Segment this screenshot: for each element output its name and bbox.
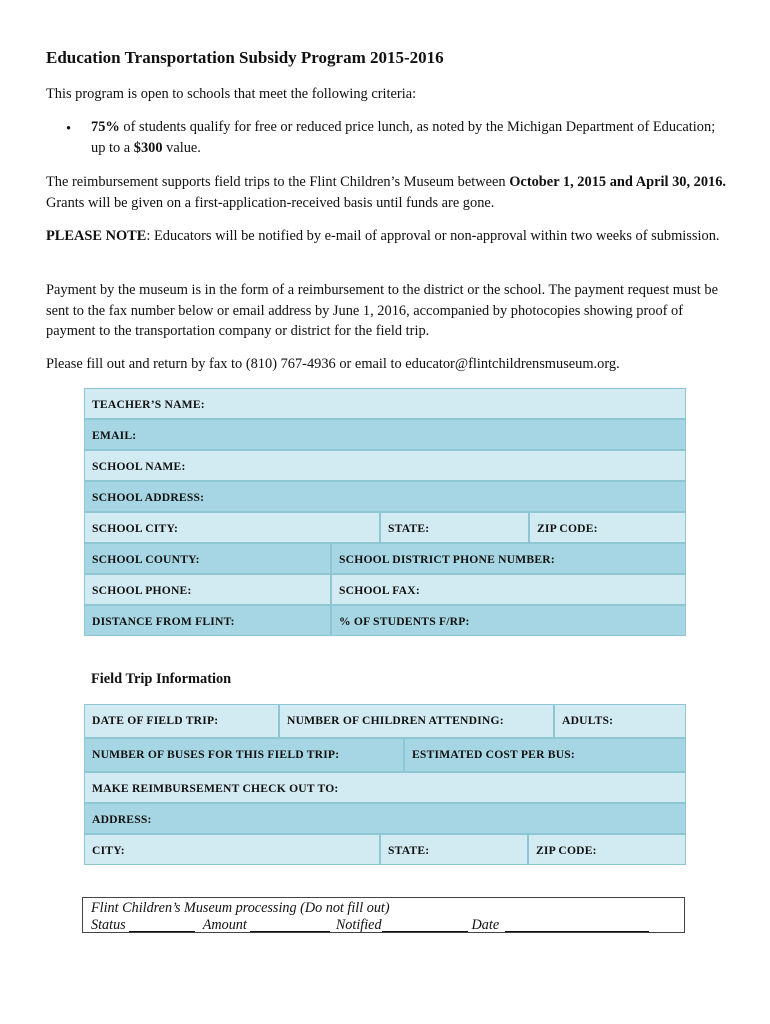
payee-address-field[interactable]: ADDRESS:	[84, 803, 686, 834]
amount-blank[interactable]	[250, 918, 330, 932]
processing-box	[82, 897, 685, 933]
processing-heading: Flint Children’s Museum processing (Do not fill out)	[91, 900, 390, 916]
field-trip-heading: Field Trip Information	[91, 671, 232, 687]
notified-label: Notified	[335, 917, 382, 933]
school-name-field[interactable]: SCHOOL NAME:	[84, 450, 686, 481]
processing-fields	[91, 917, 684, 934]
school-county-field[interactable]: SCHOOL COUNTY:	[84, 543, 331, 574]
trip-date-field[interactable]: DATE OF FIELD TRIP:	[84, 704, 279, 738]
email-field[interactable]: EMAIL:	[84, 419, 686, 450]
payee-city-field[interactable]: CITY:	[84, 834, 380, 865]
note-paragraph	[46, 226, 736, 247]
amount-value: $300	[133, 139, 163, 156]
bus-count-field[interactable]: NUMBER OF BUSES FOR THIS FIELD TRIP:	[84, 738, 404, 772]
criteria-bullet	[91, 117, 721, 158]
return-instructions: Please fill out and return by fax to (810) 767-4936 or email to educator@flintchildrensmuseum.org.	[46, 356, 620, 372]
notified-blank[interactable]	[382, 918, 468, 932]
page-title: Education Transportation Subsidy Program 2015-2016	[46, 48, 444, 67]
school-fax-field[interactable]: SCHOOL FAX:	[331, 574, 686, 605]
teacher-name-field[interactable]: TEACHER’S NAME:	[84, 388, 686, 419]
status-blank[interactable]	[129, 918, 195, 932]
check-payee-field[interactable]: MAKE REIMBURSEMENT CHECK OUT TO:	[84, 772, 686, 803]
payee-state-field[interactable]: STATE:	[380, 834, 528, 865]
adults-field[interactable]: ADULTS:	[554, 704, 686, 738]
field-trip-form	[84, 704, 686, 865]
percent-frp-field[interactable]: % OF STUDENTS F/RP:	[331, 605, 686, 636]
school-city-field[interactable]: SCHOOL CITY:	[84, 512, 380, 543]
payee-zip-field[interactable]: ZIP CODE:	[528, 834, 686, 865]
district-phone-field[interactable]: SCHOOL DISTRICT PHONE NUMBER:	[331, 543, 686, 574]
payment-paragraph: Payment by the museum is in the form of a reimbursement to the district or the school. The payment request must be sent to the fax number below or email address by June 1, 2016, accompanied by photocopies showing proof of payment to the transportation company or district for the field trip.	[46, 282, 718, 339]
note-label: PLEASE NOTE	[46, 228, 147, 244]
percent-value: 75%	[91, 119, 120, 135]
intro-text: This program is open to schools that meet the following criteria:	[46, 86, 417, 102]
reimbursement-dates: October 1, 2015 and April 30, 2016.	[509, 174, 727, 190]
school-phone-field[interactable]: SCHOOL PHONE:	[84, 574, 331, 605]
status-label: Status	[91, 917, 126, 933]
date-blank[interactable]	[505, 918, 649, 932]
children-count-field[interactable]: NUMBER OF CHILDREN ATTENDING:	[279, 704, 554, 738]
reimbursement-paragraph	[46, 172, 736, 213]
school-state-field[interactable]: STATE:	[380, 512, 529, 543]
school-address-field[interactable]: SCHOOL ADDRESS:	[84, 481, 686, 512]
criteria-text-a: of students qualify for free or reduced price lunch, as noted by the Michigan Department of Education; up to a	[91, 119, 716, 156]
reimbursement-text-b: Grants will be given on a first-application-received basis until funds are gone.	[46, 194, 495, 211]
note-text: : Educators will be notified by e-mail of approval or non-approval within two weeks of submission.	[146, 228, 720, 244]
bullet-marker: •	[66, 121, 72, 137]
distance-field[interactable]: DISTANCE FROM FLINT:	[84, 605, 331, 636]
school-zip-field[interactable]: ZIP CODE:	[529, 512, 686, 543]
amount-label: Amount	[202, 917, 247, 933]
criteria-text-b: value.	[162, 139, 201, 156]
date-label: Date	[471, 917, 500, 933]
reimbursement-text-a: The reimbursement supports field trips to the Flint Children’s Museum between	[46, 174, 510, 190]
school-info-form	[84, 388, 686, 636]
cost-per-bus-field[interactable]: ESTIMATED COST PER BUS:	[404, 738, 686, 772]
